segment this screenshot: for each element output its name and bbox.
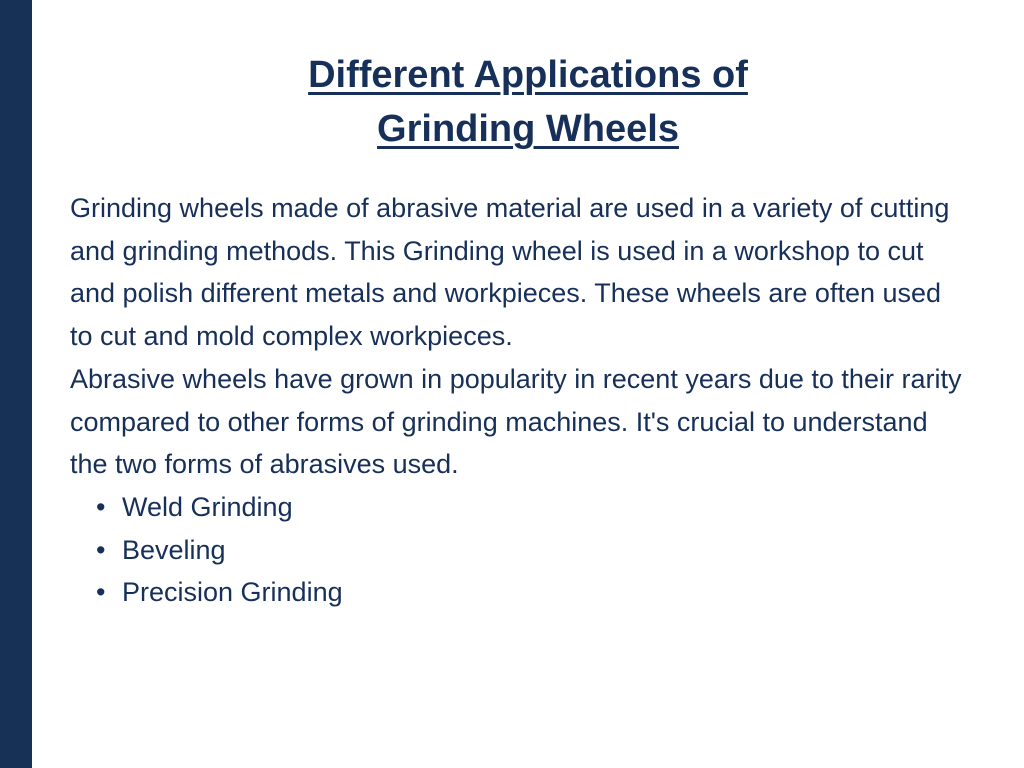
slide-title — [32, 48, 1024, 156]
bullet-item — [70, 486, 970, 529]
bullet-text: Precision Grinding — [122, 577, 343, 608]
title-line-2: Grinding Wheels — [377, 108, 679, 150]
paragraph-1: Grinding wheels made of abrasive material are used in a variety of cutting and grinding methods. This Grinding wheel is used in a workshop to cut and polish different metals and workpieces. These wheels are often used to cut and mold complex workpieces. — [70, 193, 950, 352]
slide-body — [70, 187, 970, 614]
bullet-item — [70, 529, 970, 572]
bullet-dot-icon: • — [96, 577, 106, 608]
title-line-1: Different Applications of — [308, 54, 748, 96]
bullet-item — [70, 571, 970, 614]
bullet-text: Beveling — [122, 534, 226, 565]
bullet-text: Weld Grinding — [122, 491, 293, 522]
bullet-list — [70, 486, 970, 614]
bullet-dot-icon: • — [96, 534, 106, 565]
paragraph-2: Abrasive wheels have grown in popularity in recent years due to their rarity compared to other forms of grinding machines. It's crucial to understand the two forms of abrasives used. — [70, 363, 962, 480]
left-accent-bar — [0, 0, 32, 768]
bullet-dot-icon: • — [96, 491, 106, 522]
